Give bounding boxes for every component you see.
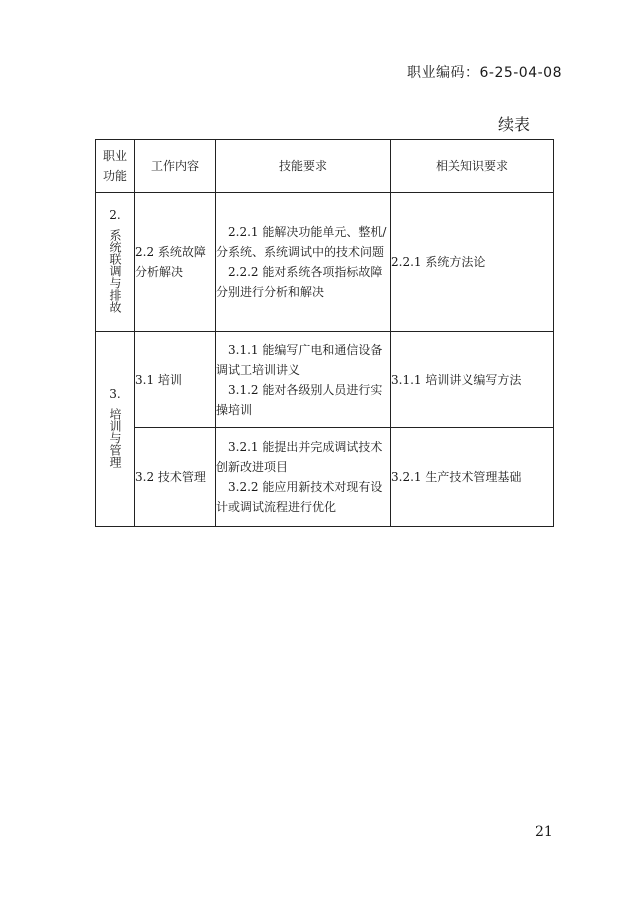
skill-item: 3.1.1 能编写广电和通信设备调试工培训讲义	[216, 342, 383, 377]
skill-item: 3.1.2 能对各级别人员进行实操培训	[216, 382, 383, 417]
header-knowledge-requirements: 相关知识要求	[391, 140, 554, 193]
table-continued-label: 续表	[498, 115, 531, 134]
table-row	[96, 193, 554, 332]
function-number: 3.	[109, 387, 121, 401]
header-function-line-1: 职业	[102, 149, 127, 163]
work-content-cell: 3.1 培训	[135, 332, 216, 428]
knowledge-cell: 3.2.1 生产技术管理基础	[391, 428, 554, 527]
table-row	[96, 332, 554, 428]
function-cell	[96, 193, 135, 332]
skill-item: 3.2.2 能应用新技术对现有设计或调试流程进行优化	[216, 480, 383, 514]
table-header-row	[96, 140, 554, 193]
occupation-code: 职业编码：6-25-04-08	[406, 65, 562, 81]
function-number: 2.	[109, 208, 121, 222]
header-skill-requirements: 技能要求	[216, 140, 391, 193]
skill-item: 3.2.1 能提出并完成调试技术创新改进项目	[216, 440, 383, 474]
work-content-cell: 2.2 系统故障分析解决	[135, 193, 216, 332]
function-name: 系统联调与排故	[108, 229, 122, 313]
function-cell	[96, 332, 135, 527]
work-content-cell: 3.2 技术管理	[135, 428, 216, 527]
skill-requirements-table	[95, 139, 554, 527]
knowledge-cell: 3.1.1 培训讲义编写方法	[391, 332, 554, 428]
header-work-content: 工作内容	[135, 140, 216, 193]
header-function	[96, 140, 135, 193]
skill-item: 2.2.1 能解决功能单元、整机/分系统、系统调试中的技术问题	[216, 225, 387, 259]
knowledge-cell: 2.2.1 系统方法论	[391, 193, 554, 332]
skill-item: 2.2.2 能对系统各项指标故障分别进行分析和解决	[216, 265, 383, 299]
page-number: 21	[535, 824, 553, 840]
skill-cell	[216, 332, 391, 428]
header-function-line-2: 功能	[102, 169, 127, 183]
function-name: 培训与管理	[108, 408, 122, 468]
skill-cell	[216, 428, 391, 527]
skill-cell	[216, 193, 391, 332]
table-row	[96, 428, 554, 527]
